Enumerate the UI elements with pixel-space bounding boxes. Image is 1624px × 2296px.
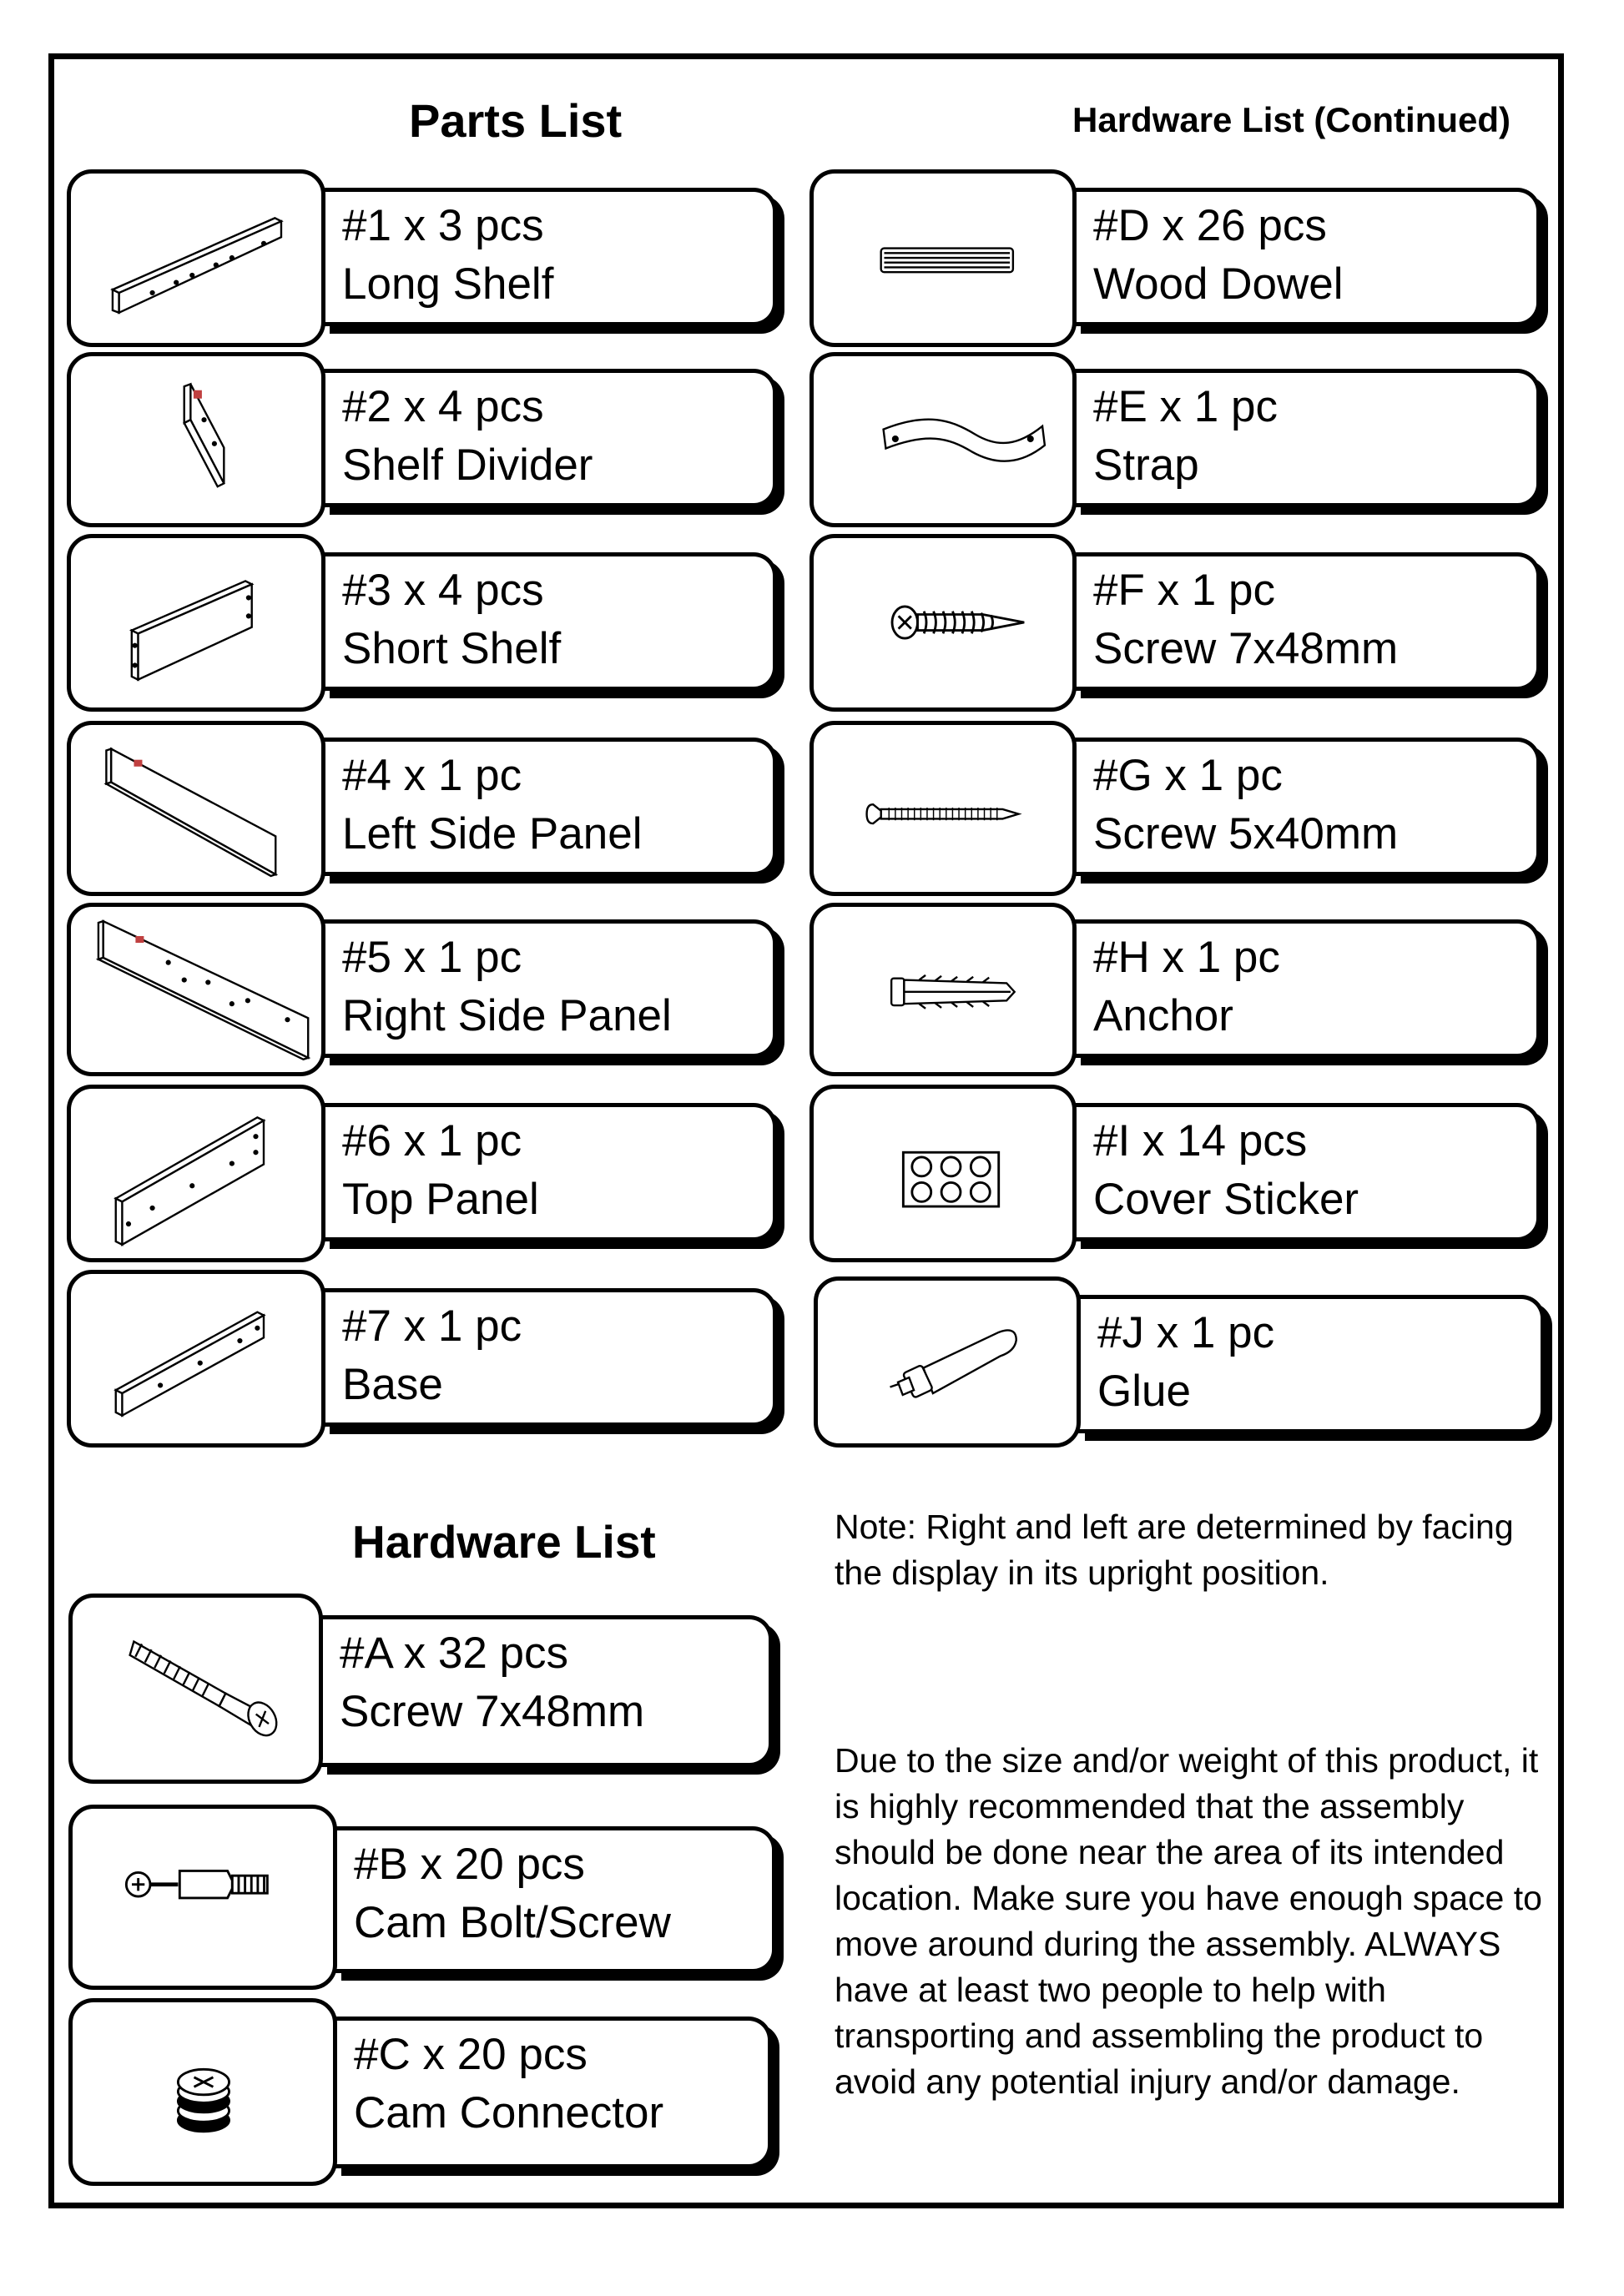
hardware-list-continued-heading: Hardware List (Continued) <box>1072 100 1511 139</box>
hardware-quantity: #A x 32 pcs <box>340 1629 569 1678</box>
anchor-icon <box>814 907 1072 1072</box>
parts-list-heading: Parts List <box>409 94 623 147</box>
hardware-quantity: #H x 1 pc <box>1093 933 1280 982</box>
hardware-quantity: #B x 20 pcs <box>354 1840 585 1889</box>
cover-sticker-icon <box>814 1089 1072 1258</box>
hardware-name: Screw 5x40mm <box>1093 809 1399 858</box>
hardware-quantity: #C x 20 pcs <box>354 2030 588 2079</box>
part-quantity: #4 x 1 pc <box>342 751 522 800</box>
shelf-divider-icon <box>71 356 321 523</box>
part-quantity: #3 x 4 pcs <box>342 566 544 615</box>
hardware-quantity: #D x 26 pcs <box>1093 201 1327 250</box>
part-quantity: #2 x 4 pcs <box>342 382 544 431</box>
part-quantity: #6 x 1 pc <box>342 1116 522 1166</box>
hardware-quantity: #J x 1 pc <box>1097 1308 1275 1357</box>
hardware-name: Glue <box>1097 1367 1191 1416</box>
hardware-quantity: #F x 1 pc <box>1093 566 1275 615</box>
hardware-name: Cover Sticker <box>1093 1175 1359 1224</box>
hardware-quantity: #G x 1 pc <box>1093 751 1283 800</box>
hardware-name: Screw 7x48mm <box>340 1687 645 1736</box>
glue-icon <box>818 1281 1077 1443</box>
top-panel-icon <box>71 1089 321 1258</box>
part-name: Long Shelf <box>342 259 554 309</box>
base-panel-icon <box>71 1274 321 1443</box>
screw-g-icon <box>814 725 1072 892</box>
screw-f-icon <box>814 538 1072 707</box>
hardware-name: Cam Bolt/Screw <box>354 1898 671 1947</box>
part-quantity: #1 x 3 pcs <box>342 201 544 250</box>
part-quantity: #5 x 1 pc <box>342 933 522 982</box>
hardware-name: Strap <box>1093 441 1199 490</box>
left-side-panel-icon <box>71 725 321 892</box>
part-name: Right Side Panel <box>342 991 672 1040</box>
part-name: Top Panel <box>342 1175 539 1224</box>
hardware-quantity: #E x 1 pc <box>1093 382 1278 431</box>
long-shelf-icon <box>71 174 321 343</box>
cam-bolt-icon <box>73 1809 333 1986</box>
screw-a-icon <box>73 1598 319 1780</box>
hardware-quantity: #I x 14 pcs <box>1093 1116 1308 1166</box>
part-name: Left Side Panel <box>342 809 643 858</box>
part-quantity: #7 x 1 pc <box>342 1302 522 1351</box>
hardware-name: Anchor <box>1093 991 1233 1040</box>
hardware-name: Wood Dowel <box>1093 259 1344 309</box>
part-name: Base <box>342 1360 443 1409</box>
hardware-name: Cam Connector <box>354 2088 664 2137</box>
orientation-note: Note: Right and left are determined by facing the display in its upright position. <box>835 1508 1514 1592</box>
part-name: Shelf Divider <box>342 441 593 490</box>
hardware-name: Screw 7x48mm <box>1093 624 1399 673</box>
cam-connector-icon <box>73 2002 333 2182</box>
part-name: Short Shelf <box>342 624 562 673</box>
wood-dowel-icon <box>814 174 1072 343</box>
hardware-list-heading: Hardware List <box>352 1516 656 1568</box>
right-side-panel-icon <box>71 907 321 1072</box>
strap-icon <box>814 356 1072 523</box>
short-shelf-icon <box>71 538 321 707</box>
assembly-note: Due to the size and/or weight of this product, it is highly recommended that the assembly should be done near the area of its intended location. Make sure you have enough space to move around during the assembly. ALWAYS have at least two people to help with transporting and assembling the product to avoid any potential injury and/or damage. <box>835 1741 1542 2101</box>
